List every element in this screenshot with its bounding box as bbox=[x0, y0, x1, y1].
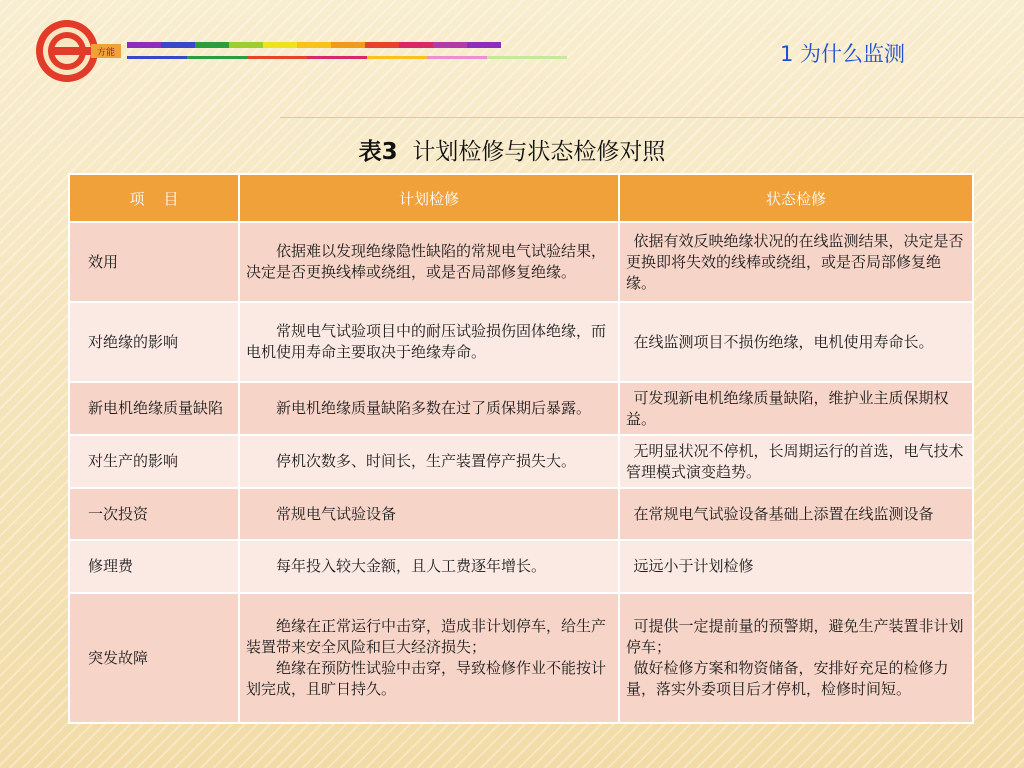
row-item: 对生产的影响 bbox=[69, 435, 239, 488]
row-planned: 常规电气试验项目中的耐压试验损伤固体绝缘，而电机使用寿命主要取决于绝缘寿命。 bbox=[239, 302, 619, 382]
row-item: 效用 bbox=[69, 222, 239, 302]
table-title-text: 计划检修与状态检修对照 bbox=[412, 139, 666, 165]
logo-text: 方能 bbox=[96, 48, 116, 58]
section-title: 1 为什么监测 bbox=[780, 42, 906, 66]
row-condition: 在常规电气试验设备基础上添置在线监测设备 bbox=[619, 488, 973, 540]
decorative-color-stripe bbox=[127, 42, 501, 48]
row-condition-para: 可提供一定提前量的预警期，避免生产装置非计划停车； bbox=[626, 617, 964, 656]
row-condition: 无明显状况不停机，长周期运行的首选，电气技术管理模式演变趋势。 bbox=[619, 435, 973, 488]
row-condition: 远远小于计划检修 bbox=[619, 540, 973, 593]
comparison-table bbox=[68, 173, 974, 724]
table-row bbox=[69, 222, 973, 302]
row-item: 对绝缘的影响 bbox=[69, 302, 239, 382]
header-condition: 状态检修 bbox=[619, 174, 973, 222]
row-planned: 常规电气试验设备 bbox=[239, 488, 619, 540]
row-condition: 可发现新电机绝缘质量缺陷，维护业主质保期权益。 bbox=[619, 382, 973, 435]
table-row bbox=[69, 540, 973, 593]
row-planned: 新电机绝缘质量缺陷多数在过了质保期后暴露。 bbox=[239, 382, 619, 435]
row-item: 新电机绝缘质量缺陷 bbox=[69, 382, 239, 435]
table-row bbox=[69, 488, 973, 540]
table-title-prefix: 表3 bbox=[358, 139, 398, 165]
row-condition bbox=[619, 593, 973, 723]
row-planned-para: 绝缘在预防性试验中击穿，导致检修作业不能按计划完成，且旷日持久。 bbox=[246, 659, 607, 698]
row-planned: 停机次数多、时间长，生产装置停产损失大。 bbox=[239, 435, 619, 488]
table-row bbox=[69, 593, 973, 723]
row-planned bbox=[239, 593, 619, 723]
table-title bbox=[0, 133, 1024, 166]
row-item: 突发故障 bbox=[69, 593, 239, 723]
header-item: 项 目 bbox=[69, 174, 239, 222]
row-item: 修理费 bbox=[69, 540, 239, 593]
row-planned: 每年投入较大金额，且人工费逐年增长。 bbox=[239, 540, 619, 593]
row-item: 一次投资 bbox=[69, 488, 239, 540]
row-condition-para: 做好检修方案和物资储备，安排好充足的检修力量，落实外委项目后才停机，检修时间短。 bbox=[626, 659, 949, 698]
table-row bbox=[69, 435, 973, 488]
header-planned: 计划检修 bbox=[239, 174, 619, 222]
row-condition: 在线监测项目不损伤绝缘，电机使用寿命长。 bbox=[619, 302, 973, 382]
table-header-row bbox=[69, 174, 973, 222]
row-planned: 依据难以发现绝缘隐性缺陷的常规电气试验结果，决定是否更换线棒或绕组，或是否局部修复绝缘。 bbox=[239, 222, 619, 302]
row-planned-para: 绝缘在正常运行中击穿，造成非计划停车，给生产装置带来安全风险和巨大经济损失； bbox=[246, 617, 607, 656]
table-row bbox=[69, 382, 973, 435]
row-condition: 依据有效反映绝缘状况的在线监测结果，决定是否更换即将失效的线棒或绕组，或是否局部修复绝缘。 bbox=[619, 222, 973, 302]
header-divider bbox=[280, 117, 1024, 118]
company-logo bbox=[33, 17, 123, 85]
table-row bbox=[69, 302, 973, 382]
decorative-thin-stripe bbox=[127, 56, 567, 59]
